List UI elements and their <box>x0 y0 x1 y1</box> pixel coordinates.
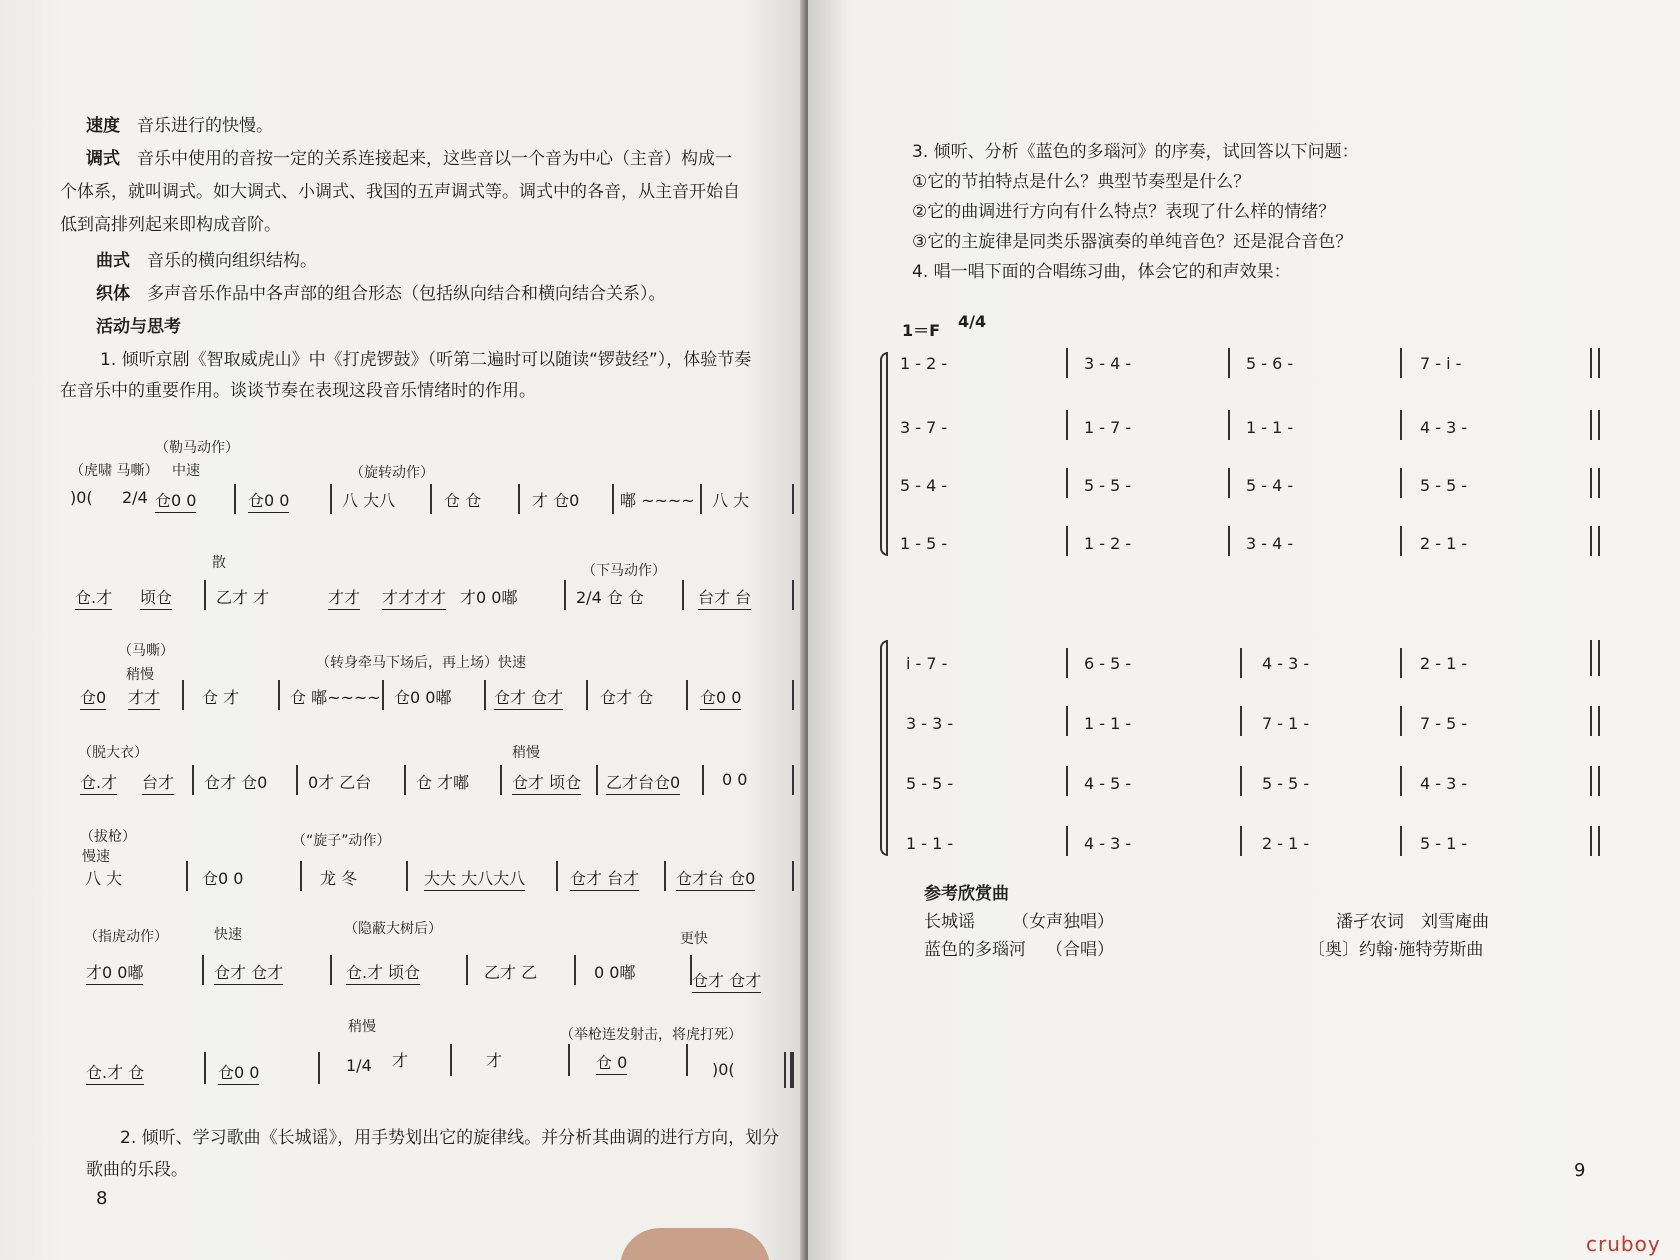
rhythm-cell: 仓才 台才 <box>570 866 639 891</box>
bar-line <box>1066 348 1068 378</box>
section-title: 活动与思考 <box>96 317 181 337</box>
rhythm-cell: 仓才 顷仓 <box>512 770 581 795</box>
bar-line <box>564 580 566 610</box>
annotation: 散 <box>212 555 226 571</box>
bar-line <box>1590 706 1592 736</box>
annotation: 稍慢 <box>126 667 154 683</box>
bar-line <box>466 955 468 985</box>
question-3: 3. 倾听、分析《蓝色的多瑙河》的序奏，试回答以下问题： <box>912 142 1359 162</box>
voice-3-measure: 4 - 5 - <box>1084 774 1132 793</box>
watermark: cruboy <box>1586 1232 1661 1256</box>
bar-line <box>1228 410 1230 440</box>
page-number-right: 9 <box>1574 1160 1586 1181</box>
annotation: 中速 <box>172 463 200 479</box>
bar-line <box>1066 826 1068 856</box>
voice-1-measure: 5 - 6 - <box>1246 354 1294 373</box>
rhythm-cell: 仓才 仓才 <box>692 968 761 993</box>
bar-line <box>406 861 408 891</box>
rhythm-cell: 台才 台 <box>698 585 751 610</box>
bar-line <box>1590 526 1592 556</box>
bar-line <box>1066 526 1068 556</box>
rhythm-cell: 顷仓 <box>140 585 172 610</box>
rhythm-cell: 仓 仓 <box>444 491 482 510</box>
bar-line <box>1598 468 1600 498</box>
bar-line <box>1590 766 1592 796</box>
definition-mode-cont2: 低到高排列起来即构成音阶。 <box>60 215 281 235</box>
rhythm-cell: 八 大 <box>712 491 750 510</box>
bar-line <box>484 680 486 710</box>
annotation: （勒马动作） <box>155 440 239 456</box>
voice-4-measure: 1 - 1 - <box>906 834 954 853</box>
bar-line <box>664 861 666 891</box>
bar-line <box>574 955 576 985</box>
bar-line <box>1598 348 1600 378</box>
voice-2-measure: 1 - 1 - <box>1084 714 1132 733</box>
bar-line <box>1228 348 1230 378</box>
annotation: （指虎动作） <box>84 929 168 945</box>
bar-line <box>792 861 794 891</box>
bar-line <box>1598 526 1600 556</box>
voice-1-measure: 4 - 3 - <box>1262 654 1310 673</box>
rhythm-cell: 龙 冬 <box>320 869 358 888</box>
annotation: （脱大衣） <box>78 745 148 761</box>
question-3b: ②它的曲调进行方向有什么特点？表现了什么样的情绪？ <box>912 202 1336 222</box>
question-3c: ③它的主旋律是同类乐器演奏的单纯音色？还是混合音色？ <box>912 232 1353 252</box>
bar-line <box>450 1044 452 1076</box>
rhythm-cell: 仓 0 <box>596 1050 627 1075</box>
bar-line <box>1228 526 1230 556</box>
rhythm-cell: 仓.才 <box>80 770 117 795</box>
reference-type: （女声独唱） <box>1012 912 1114 932</box>
voice-4-measure: 5 - 1 - <box>1420 834 1468 853</box>
bar-line <box>1400 468 1402 498</box>
definition-mode-cont1: 个体系，就叫调式。如大调式、小调式、我国的五声调式等。调式中的各音，从主音开始自 <box>60 182 740 202</box>
rhythm-cell: 仓才 仓才 <box>494 685 563 710</box>
annotation: 稍慢 <box>348 1019 376 1035</box>
bar-line <box>330 955 332 985</box>
bar-line <box>1400 706 1402 736</box>
time-signature: 4/4 <box>958 312 987 331</box>
voice-4-measure: 1 - 2 - <box>1084 534 1132 553</box>
bar-line <box>612 484 614 514</box>
rhythm-cell: 大大 大八大八 <box>424 866 525 891</box>
left-page <box>0 0 810 1260</box>
thumb-photo-artifact <box>620 1228 770 1260</box>
rhythm-cell: 八 大 <box>85 869 123 888</box>
bar-line <box>1400 526 1402 556</box>
definition-texture: 织体 多声音乐作品中各声部的组合形态（包括纵向结合和横向结合关系）。 <box>96 284 666 304</box>
right-page <box>808 0 1680 1260</box>
bar-line <box>1590 468 1592 498</box>
bar-line <box>1066 648 1068 678</box>
bar-line <box>792 484 794 514</box>
rhythm-cell: 嘟 ~~~~ <box>620 491 695 510</box>
voice-1-measure: 6 - 5 - <box>1084 654 1132 673</box>
bar-line <box>1066 468 1068 498</box>
rhythm-cell: 仓0 0嘟 <box>394 688 452 707</box>
voice-3-measure: 5 - 4 - <box>900 476 948 495</box>
bar-line <box>686 680 688 710</box>
bar-line <box>192 765 194 795</box>
bar-line <box>202 955 204 985</box>
bar-line <box>318 1052 320 1084</box>
rhythm-cell: 才 <box>486 1051 503 1070</box>
voice-1-measure: 1 - 2 - <box>900 354 948 373</box>
rhythm-cell: 仓才 仓 <box>600 688 654 707</box>
annotation: （转身牵马下场后，再上场）快速 <box>316 655 526 671</box>
rhythm-cell: 0 0嘟 <box>594 963 636 982</box>
voice-4-measure: 3 - 4 - <box>1246 534 1294 553</box>
voice-3-measure: 4 - 3 - <box>1420 774 1468 793</box>
rhythm-cell: 才才才才 <box>382 585 446 610</box>
bar-line <box>1066 766 1068 796</box>
bar-line <box>1598 826 1600 856</box>
question-2-line1: 2. 倾听、学习歌曲《长城谣》，用手势划出它的旋律线。并分析其曲调的进行方向，划分 <box>120 1128 780 1148</box>
rhythm-cell: 2/4 仓 仓 <box>576 588 644 607</box>
rhythm-cell: 仓才台 仓0 <box>676 866 755 891</box>
key-signature: 1＝F <box>902 321 941 340</box>
annotation: 慢速 <box>82 849 110 865</box>
voice-3-measure: 5 - 5 - <box>1262 774 1310 793</box>
bar-line <box>234 484 236 514</box>
rhythm-cell: 0 0 <box>722 770 748 789</box>
system-bracket <box>880 640 888 856</box>
bar-line <box>682 580 684 610</box>
rhythm-cell: 才才 <box>128 685 160 710</box>
voice-2-measure: 7 - 5 - <box>1420 714 1468 733</box>
final-bar-line <box>784 1052 786 1088</box>
rhythm-cell: 仓0 0 <box>700 685 741 710</box>
bar-line <box>1240 648 1242 678</box>
annotation: （虎啸 马嘶） <box>70 463 159 479</box>
rhythm-cell: 仓 才嘟 <box>416 773 470 792</box>
bar-line <box>1590 826 1592 856</box>
annotation: （下马动作） <box>582 563 666 579</box>
bar-line <box>1240 826 1242 856</box>
rhythm-cell: 才0 0嘟 <box>86 960 143 985</box>
bar-line <box>500 765 502 795</box>
bar-line <box>1240 766 1242 796</box>
bar-line <box>700 484 702 514</box>
voice-3-measure: 5 - 5 - <box>906 774 954 793</box>
rhythm-cell: 才才 <box>328 585 360 610</box>
voice-1-measure: 2 - 1 - <box>1420 654 1468 673</box>
question-4: 4. 唱一唱下面的合唱练习曲，体会它的和声效果： <box>912 262 1291 282</box>
annotation: 稍慢 <box>512 745 540 761</box>
voice-1-measure: 3 - 4 - <box>1084 354 1132 373</box>
bar-line <box>792 680 794 710</box>
bar-line <box>430 484 432 514</box>
bar-line <box>1598 706 1600 736</box>
bar-line <box>586 680 588 710</box>
bar-line <box>518 484 520 514</box>
voice-1-measure: 7 - i - <box>1420 354 1462 373</box>
bar-line <box>296 765 298 795</box>
definition-form: 曲式 音乐的横向组织结构。 <box>96 251 317 271</box>
annotation: （拔枪） <box>80 829 136 845</box>
voice-2-measure: 3 - 3 - <box>906 714 954 733</box>
bar-line <box>1400 348 1402 378</box>
bar-line <box>186 861 188 891</box>
rhythm-cell: )0( <box>712 1060 735 1079</box>
bar-line <box>1240 706 1242 736</box>
voice-3-measure: 5 - 5 - <box>1420 476 1468 495</box>
rhythm-cell: 乙才 才 <box>216 588 270 607</box>
annotation: 快速 <box>214 927 242 943</box>
rhythm-cell: 乙才台仓0 <box>606 770 680 795</box>
final-bar-line-thick <box>790 1052 794 1088</box>
rhythm-cell: 才 <box>392 1051 409 1070</box>
bar-line <box>300 861 302 891</box>
reference-type: （合唱） <box>1046 940 1114 960</box>
annotation: （“旋子”动作） <box>292 833 391 849</box>
question-3a: ①它的节拍特点是什么？典型节奏型是什么？ <box>912 172 1251 192</box>
bar-line <box>1598 766 1600 796</box>
voice-4-measure: 4 - 3 - <box>1084 834 1132 853</box>
voice-3-measure: 5 - 5 - <box>1084 476 1132 495</box>
bar-line <box>1228 468 1230 498</box>
bar-line <box>568 1044 570 1076</box>
rhythm-cell: 仓0 0 <box>218 1060 259 1085</box>
voice-2-measure: 1 - 1 - <box>1246 418 1294 437</box>
reference-credit: 〔奥〕约翰·施特劳斯曲 <box>1308 940 1484 960</box>
definition-speed: 速度 音乐进行的快慢。 <box>86 116 273 136</box>
voice-2-measure: 1 - 7 - <box>1084 418 1132 437</box>
annotation: （隐蔽大树后） <box>344 921 442 937</box>
rhythm-cell: 仓 嘟~~~~ <box>290 688 381 707</box>
bar-line <box>1400 766 1402 796</box>
rhythm-cell: 仓0 0 <box>202 869 244 888</box>
bar-line <box>182 680 184 710</box>
voice-2-measure: 7 - 1 - <box>1262 714 1310 733</box>
bar-line <box>1400 648 1402 678</box>
rhythm-cell: 才0 0嘟 <box>460 588 518 607</box>
reference-name: 长城谣 <box>924 912 975 932</box>
rhythm-cell: )0( <box>70 488 93 507</box>
rhythm-cell: 0才 乙台 <box>308 773 372 792</box>
rhythm-cell: 仓.才 <box>75 585 112 610</box>
voice-3-measure: 5 - 4 - <box>1246 476 1294 495</box>
annotation: （马嘶） <box>118 643 174 659</box>
bar-line <box>702 765 704 795</box>
rhythm-cell: 仓0 <box>80 685 106 710</box>
reference-title: 参考欣赏曲 <box>924 884 1009 904</box>
bar-line <box>792 765 794 795</box>
rhythm-cell: 仓0 0 <box>248 488 289 513</box>
bar-line <box>556 861 558 891</box>
rhythm-cell: 仓.才 仓 <box>86 1060 144 1085</box>
bar-line <box>1066 706 1068 736</box>
annotation: 更快 <box>680 931 708 947</box>
system-bracket <box>880 352 888 556</box>
bar-line <box>1598 410 1600 440</box>
bar-line <box>1598 640 1600 676</box>
annotation: （旋转动作） <box>350 465 434 481</box>
voice-4-measure: 2 - 1 - <box>1420 534 1468 553</box>
bar-line <box>596 765 598 795</box>
bar-line <box>204 1052 206 1084</box>
bar-line <box>1590 410 1592 440</box>
question-1-line2: 在音乐中的重要作用。谈谈节奏在表现这段音乐情绪时的作用。 <box>60 381 536 401</box>
annotation: （举枪连发射击，将虎打死） <box>560 1027 742 1043</box>
time-signature: 1/4 <box>346 1056 372 1075</box>
rhythm-cell: 台才 <box>142 770 174 795</box>
time-signature: 2/4 <box>122 488 148 507</box>
bar-line <box>792 580 794 610</box>
voice-1-measure: i - 7 - <box>906 654 948 673</box>
bar-line <box>1590 348 1592 378</box>
reference-name: 蓝色的多瑙河 <box>924 940 1026 960</box>
rhythm-cell: 仓.才 顷仓 <box>346 960 420 985</box>
bar-line <box>1400 826 1402 856</box>
voice-4-measure: 1 - 5 - <box>900 534 948 553</box>
reference-credit: 潘孑农词 刘雪庵曲 <box>1336 912 1489 932</box>
rhythm-cell: 才 仓0 <box>532 491 580 510</box>
bar-line <box>1400 410 1402 440</box>
rhythm-cell: 仓才 仓0 <box>204 773 268 792</box>
bar-line <box>1590 640 1592 676</box>
voice-4-measure: 2 - 1 - <box>1262 834 1310 853</box>
bar-line <box>686 1044 688 1076</box>
bar-line <box>404 765 406 795</box>
page-number-left: 8 <box>96 1188 108 1209</box>
rhythm-cell: 乙才 乙 <box>484 963 538 982</box>
bar-line <box>1066 410 1068 440</box>
question-2-line2: 歌曲的乐段。 <box>86 1160 188 1180</box>
rhythm-cell: 八 大八 <box>342 491 396 510</box>
definition-mode: 调式 音乐中使用的音按一定的关系连接起来，这些音以一个音为中心（主音）构成一 <box>86 149 732 169</box>
rhythm-cell: 仓 才 <box>202 688 240 707</box>
bar-line <box>204 580 206 610</box>
voice-2-measure: 4 - 3 - <box>1420 418 1468 437</box>
question-1-line1: 1. 倾听京剧《智取威虎山》中《打虎锣鼓》（听第二遍时可以随读“锣鼓经”），体验节奏 <box>100 350 752 370</box>
voice-2-measure: 3 - 7 - <box>900 418 948 437</box>
bar-line <box>278 680 280 710</box>
rhythm-cell: 仓0 0 <box>155 488 196 513</box>
bar-line <box>382 680 384 710</box>
rhythm-cell: 仓才 仓才 <box>214 960 283 985</box>
bar-line <box>330 484 332 514</box>
